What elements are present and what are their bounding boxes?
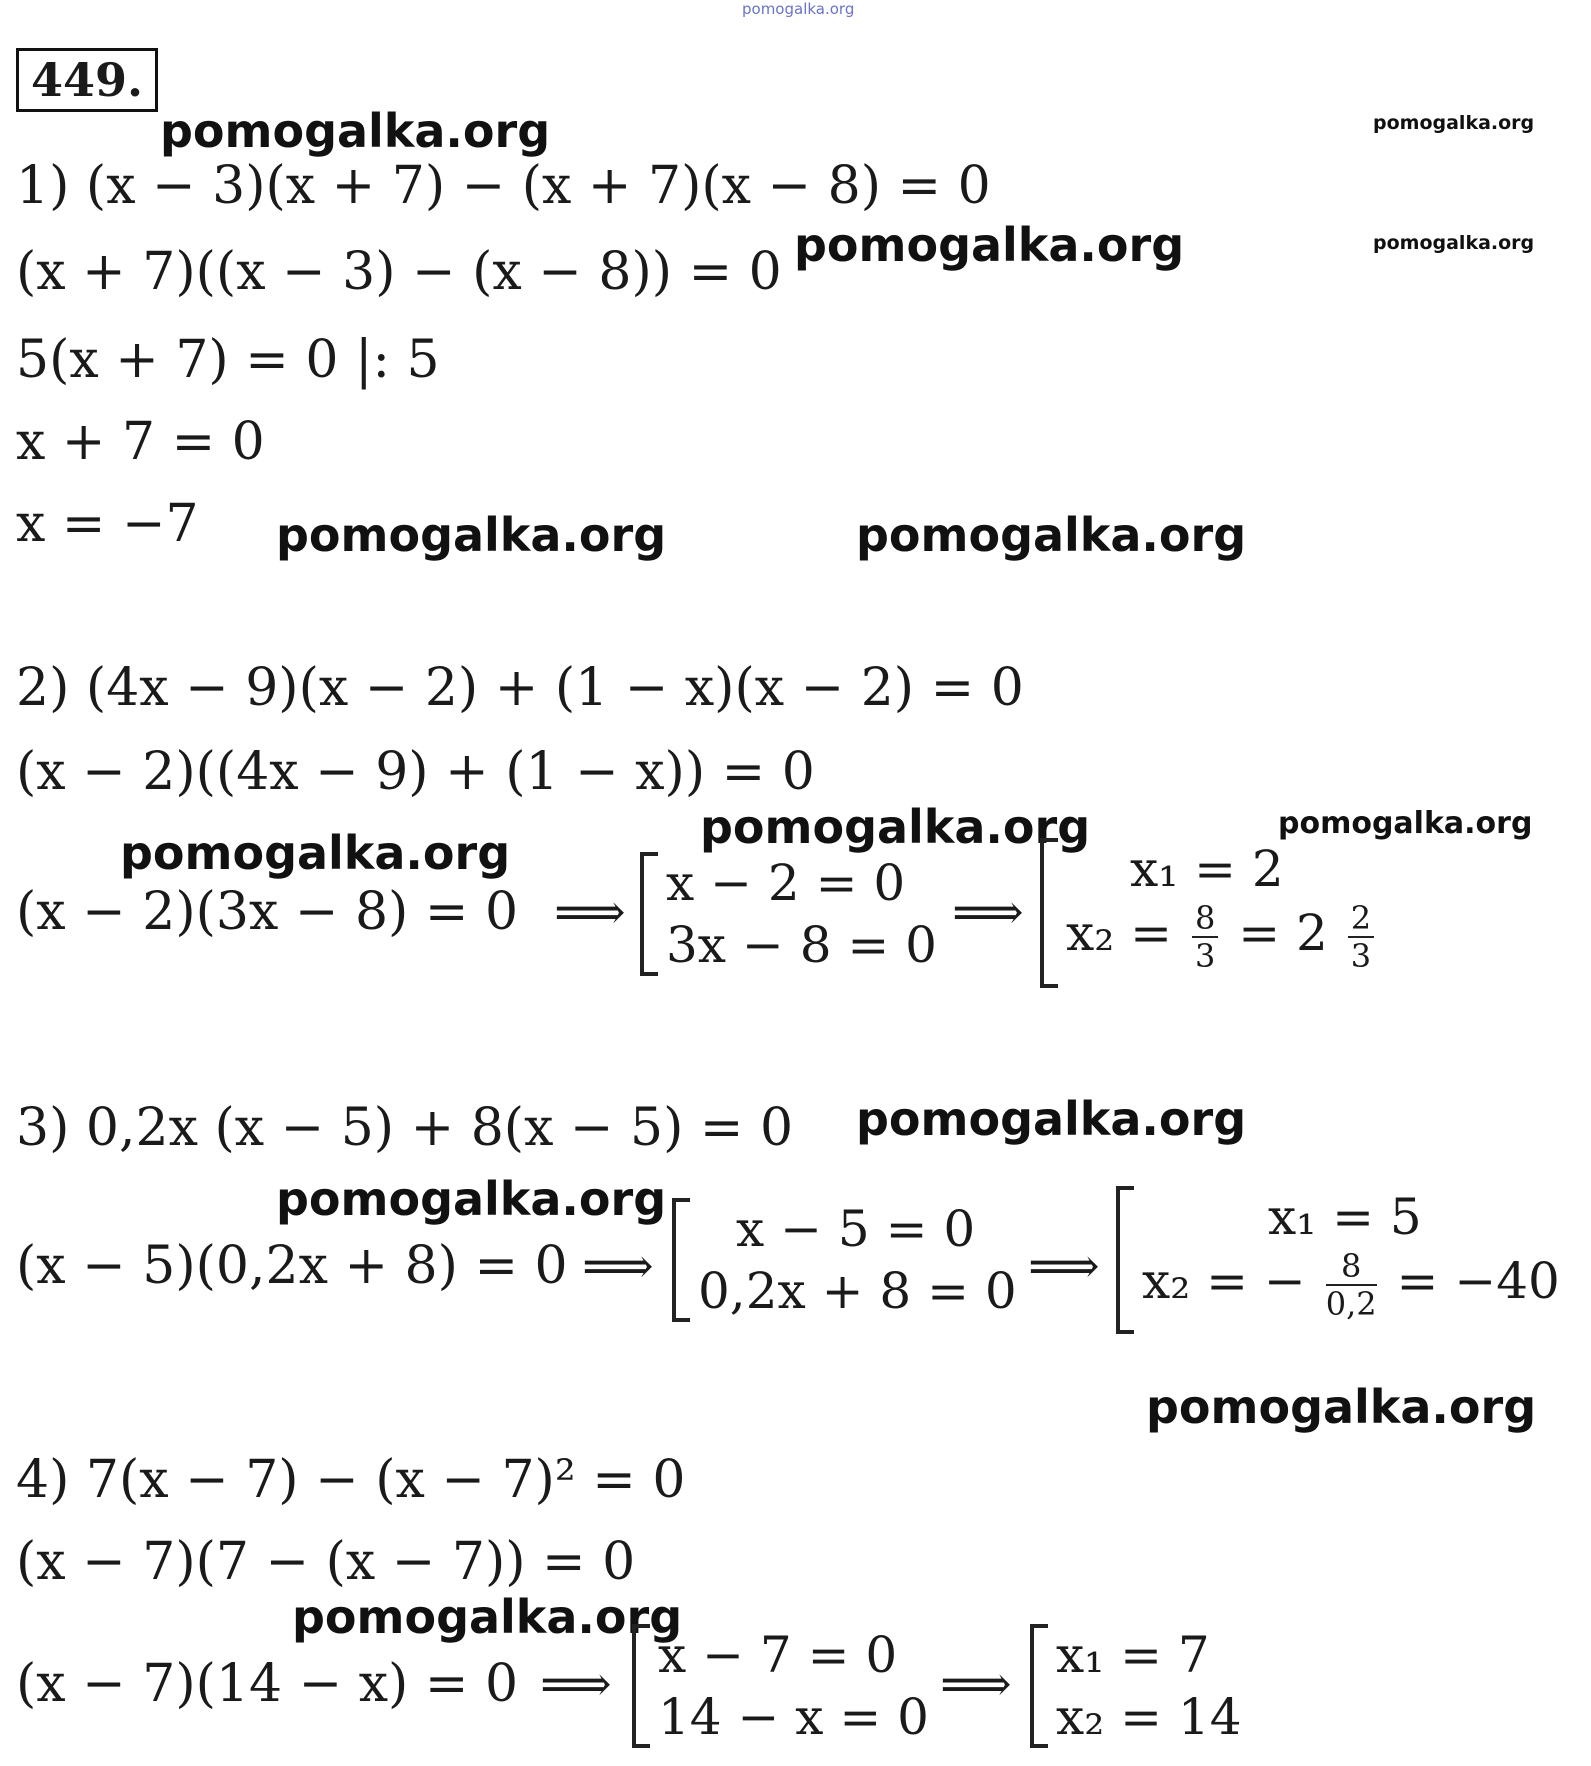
watermark: pomogalka.org [1278, 806, 1533, 841]
system-eq1: x − 7 = 0 [658, 1626, 898, 1684]
watermark: pomogalka.org [160, 104, 551, 158]
part2-line1: 2) (4x − 9)(x − 2) + (1 − x)(x − 2) = 0 [16, 658, 1024, 718]
system-eq2: 0,2x + 8 = 0 [698, 1262, 1017, 1320]
result-x2-eq: = −40 [1396, 1252, 1560, 1310]
part4-line2: (x − 7)(7 − (x − 7)) = 0 [16, 1532, 636, 1592]
system-part4 [632, 1624, 929, 1748]
implies-arrow: ⟹ [554, 883, 626, 941]
result-part2 [1040, 838, 1378, 988]
result-x2-lhs: x₂ = − [1142, 1252, 1306, 1310]
result-x2 [1044, 900, 1378, 974]
implies-arrow: ⟹ [540, 1655, 612, 1713]
watermark: pomogalka.org [292, 1590, 683, 1644]
system-eq2: 3x − 8 = 0 [666, 916, 937, 974]
result-x2: x₂ = 14 [1056, 1688, 1242, 1746]
fraction: $\frac{8}{3}$ [1192, 900, 1218, 974]
problem-number: 449. [16, 48, 158, 112]
mixed-fraction: $\frac{2}{3}$ [1348, 900, 1374, 974]
system-eq2: 14 − x = 0 [658, 1688, 929, 1746]
watermark: pomogalka.org [856, 508, 1247, 562]
watermark: pomogalka.org [1146, 1380, 1537, 1434]
implies-arrow: ⟹ [582, 1237, 654, 1295]
part1-line3: 5(x + 7) = 0 |: 5 [16, 330, 440, 390]
part1-line4: x + 7 = 0 [16, 412, 265, 472]
result-part3 [1116, 1186, 1560, 1334]
top-watermark: pomogalka.org [742, 0, 855, 18]
watermark: pomogalka.org [856, 1092, 1247, 1146]
watermark: pomogalka.org [794, 218, 1185, 272]
result-x1: x₁ = 7 [1056, 1626, 1210, 1684]
system-part2 [640, 852, 937, 976]
result-x2 [1120, 1248, 1560, 1322]
implies-arrow: ⟹ [1028, 1237, 1100, 1295]
fraction: $\frac{8}{0,2}$ [1325, 1247, 1377, 1323]
implies-arrow: ⟹ [940, 1655, 1012, 1713]
watermark: pomogalka.org [276, 508, 667, 562]
result-x1: x₁ = 2 [1130, 840, 1284, 898]
part1-line2: (x + 7)((x − 3) − (x − 8)) = 0 [16, 242, 782, 302]
part3-line1: 3) 0,2x (x − 5) + 8(x − 5) = 0 [16, 1098, 794, 1158]
result-x2-eq: = 2 [1238, 904, 1328, 962]
system-part3 [672, 1198, 1017, 1322]
watermark: pomogalka.org [1373, 232, 1535, 254]
watermark: pomogalka.org [276, 1172, 667, 1226]
part1-line1: 1) (x − 3)(x + 7) − (x + 7)(x − 8) = 0 [16, 156, 991, 216]
result-x1: x₁ = 5 [1268, 1188, 1422, 1246]
part1-line5: x = −7 [16, 494, 199, 554]
result-x2-lhs: x₂ = [1066, 904, 1173, 962]
part2-line2: (x − 2)((4x − 9) + (1 − x)) = 0 [16, 742, 815, 802]
part4-line3: (x − 7)(14 − x) = 0 [16, 1654, 519, 1714]
result-part4 [1030, 1624, 1242, 1748]
watermark: pomogalka.org [120, 826, 511, 880]
implies-arrow: ⟹ [952, 883, 1024, 941]
part3-line2: (x − 5)(0,2x + 8) = 0 [16, 1236, 568, 1296]
watermark: pomogalka.org [1373, 112, 1535, 134]
part2-line3: (x − 2)(3x − 8) = 0 [16, 882, 519, 942]
watermark: pomogalka.org [700, 800, 1091, 854]
system-eq1: x − 2 = 0 [666, 854, 906, 912]
system-eq1: x − 5 = 0 [736, 1200, 976, 1258]
part4-line1: 4) 7(x − 7) − (x − 7)² = 0 [16, 1450, 686, 1510]
